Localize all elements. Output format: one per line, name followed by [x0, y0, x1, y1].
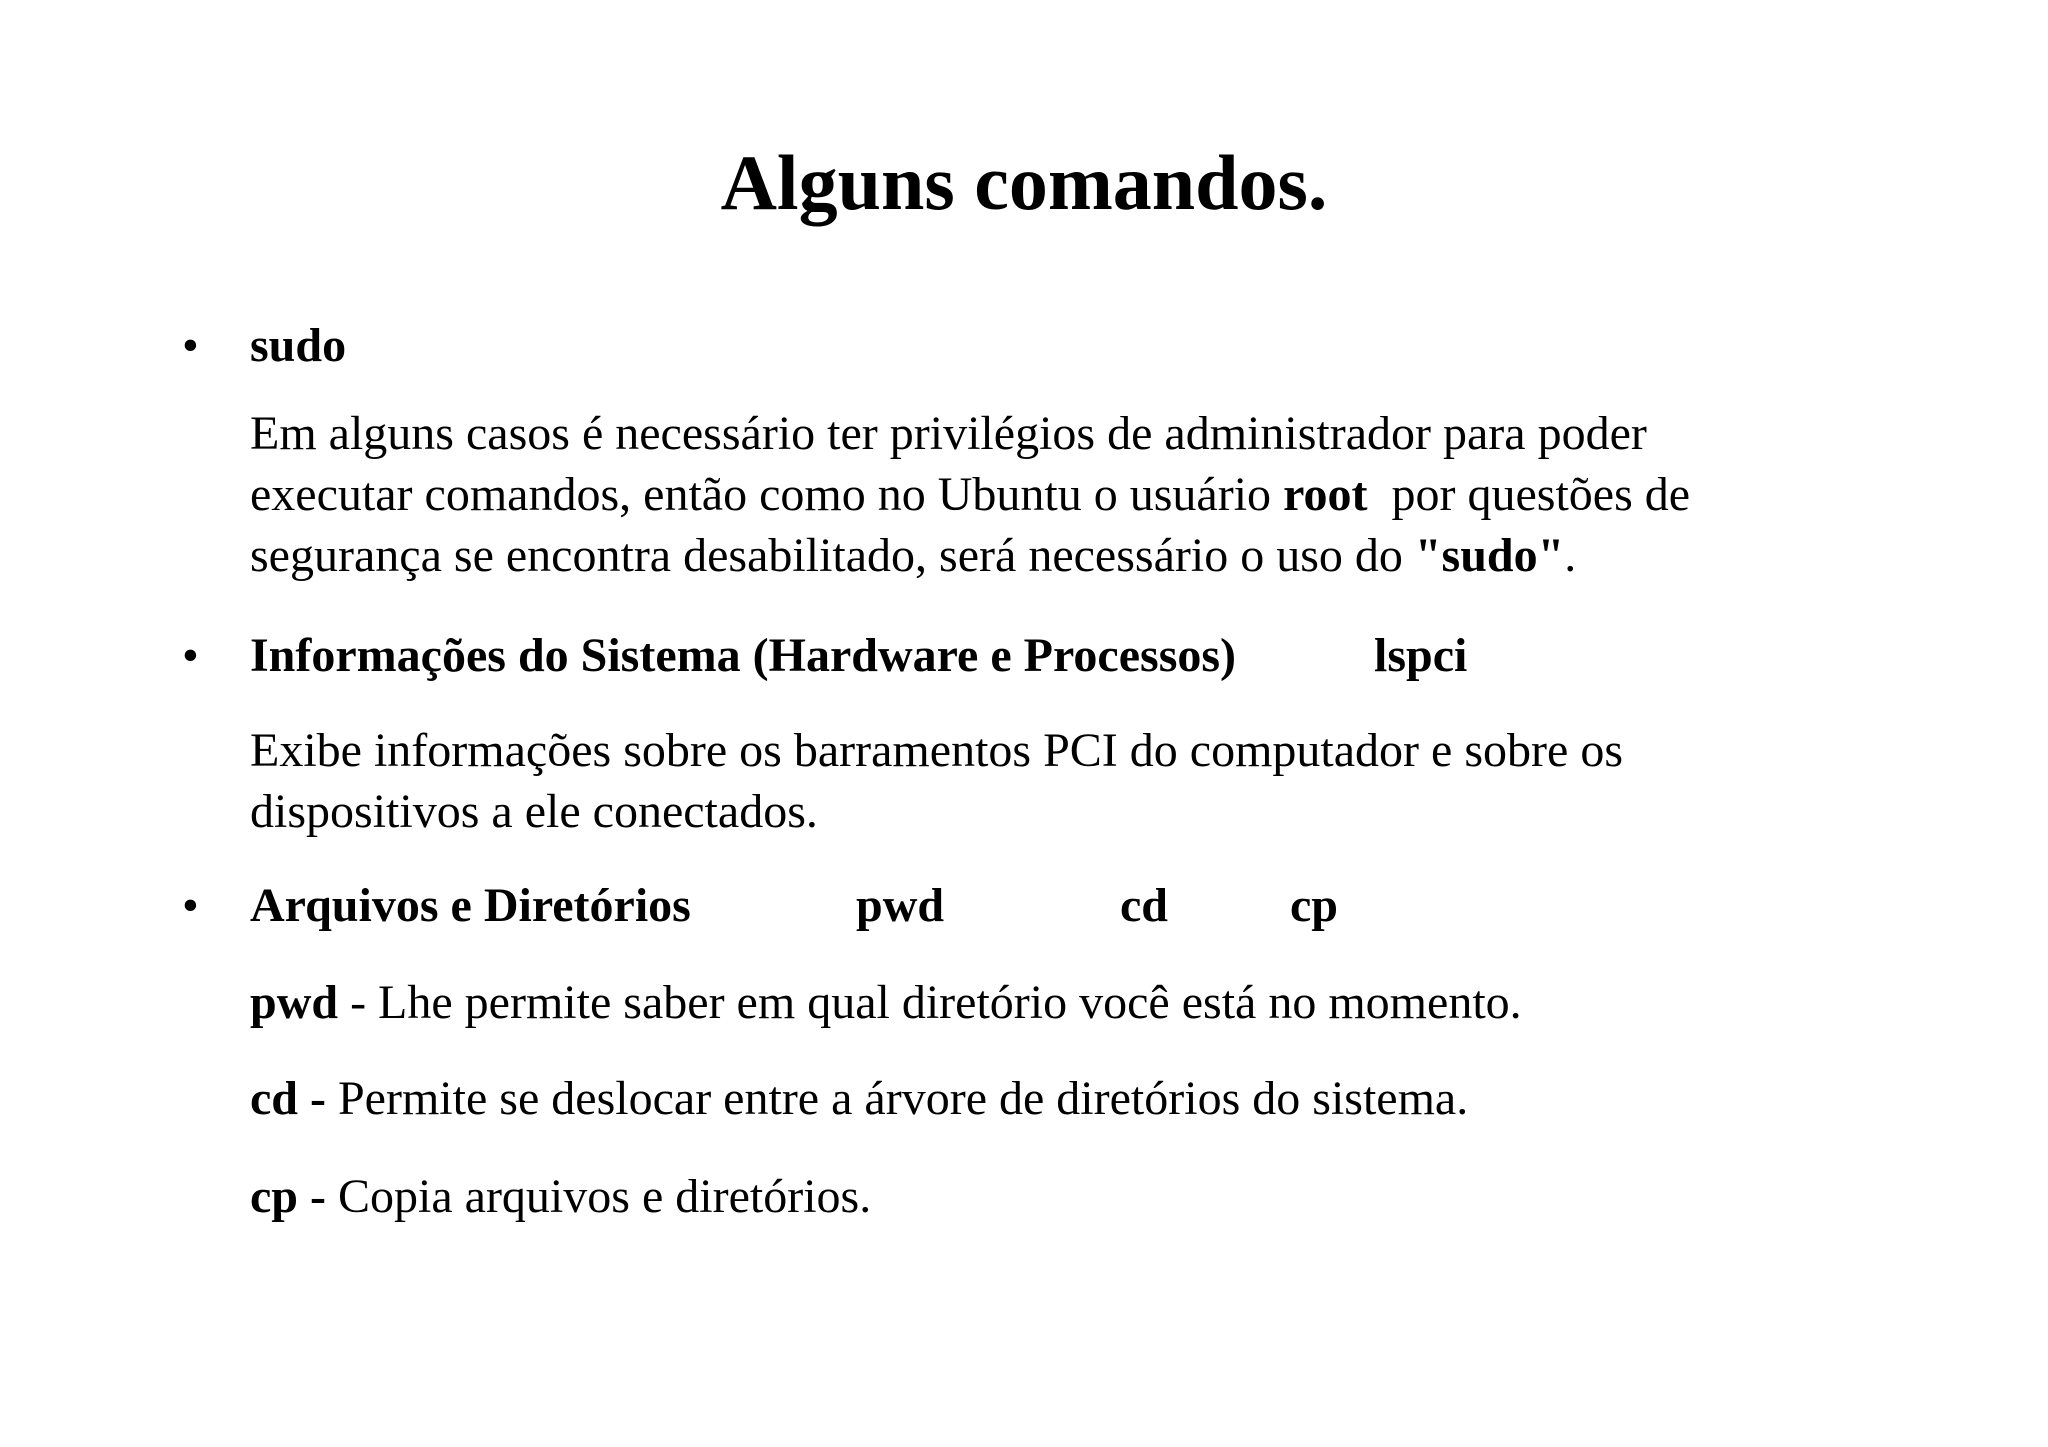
sudo-description [250, 403, 1910, 586]
cp-item [250, 1166, 1910, 1227]
lspci-line-2: dispositivos a ele conectados. [250, 785, 818, 838]
cp-term: cp - [250, 1170, 326, 1223]
lspci-description [250, 720, 1910, 842]
cp-command: cp [1290, 879, 1338, 932]
bullet-icon: • [182, 629, 199, 682]
pwd-item: pwd - Lhe permite saber em qual diretório você está no momento. [250, 976, 1522, 1029]
sudo-line-3: segurança se encontra desabilitado, será necessário o uso do "sudo". [250, 529, 1577, 582]
cd-command: cd [1120, 879, 1168, 932]
bullet-icon: • [182, 319, 199, 372]
cd-term: cd - [250, 1072, 326, 1125]
sudo-line-2: executar comandos, então como no Ubuntu o usuário root por questões de [250, 468, 1691, 521]
pwd-text: Lhe permite saber em qual diretório você está no momento. [378, 976, 1522, 1029]
slide-title: Alguns comandos. [720, 139, 1328, 226]
lspci-line-1: Exibe informações sobre os barramentos PCI do computador e sobre os [250, 724, 1623, 777]
pwd-command: pwd [856, 879, 945, 932]
pwd-term: pwd [250, 976, 339, 1029]
sudo-line-1: Em alguns casos é necessário ter privilégios de administrador para poder [250, 407, 1647, 460]
root-term: root [1283, 468, 1368, 521]
bullet-icon: • [182, 879, 199, 932]
cd-item [250, 1068, 1910, 1129]
system-info-title: Informações do Sistema (Hardware e Processos) [250, 629, 1237, 682]
sudo-term: "sudo" [1414, 529, 1565, 582]
cp-text: Copia arquivos e diretórios. [337, 1170, 872, 1223]
files-title: Arquivos e Diretórios [250, 879, 691, 932]
lspci-command: lspci [1374, 629, 1468, 682]
section-heading-sudo: sudo [250, 319, 347, 372]
cd-text: Permite se deslocar entre a árvore de diretórios do sistema. [337, 1072, 1469, 1125]
